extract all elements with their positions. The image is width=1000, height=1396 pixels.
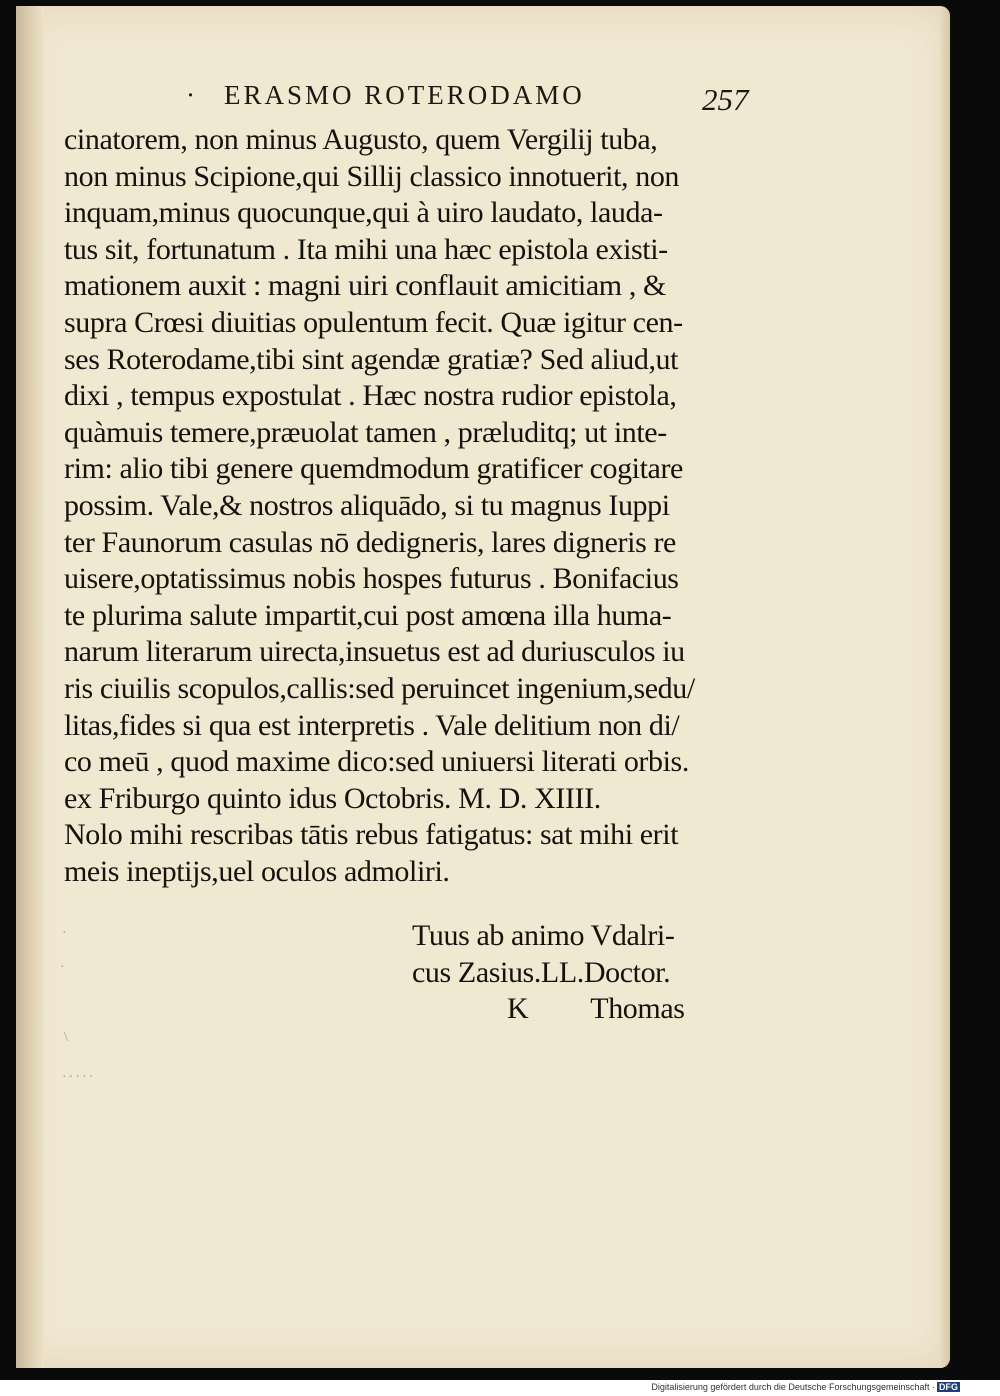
folio-number: 257 [702,82,749,117]
signature-name: Thomas [590,992,685,1026]
text-line: te plurima salute impartit,cui post amœna illa huma- [64,598,672,632]
text-line: litas,fides si qua est interpretis . Vale delitium non di/ [64,708,680,742]
running-head-title: ERASMO ROTERODAMO [224,80,585,110]
signature-signoff [412,991,732,1028]
signature-initial: K [507,992,529,1026]
margin-specks: · · \ ····· [60,926,96,1085]
text-line: supra Crœsi diuitias opulentum fecit. Quæ igitur cen- [64,305,683,339]
digitization-footer [651,1382,960,1392]
date-line: ex Friburgo quinto idus Octobris. M. D. XIIII. [64,781,601,815]
text-line: inquam,minus quocunque,qui à uiro laudato, lauda- [64,196,663,230]
signature-line: Tuus ab animo Vdalri- [412,919,675,952]
text-line: narum literarum uirecta,insuetus est ad duriusculos iu [64,635,685,669]
text-line: non minus Scipione,qui Sillij classico innotuerit, non [64,159,680,193]
running-head-dot: · [186,80,198,110]
text-line: quàmuis temere,præuolat tamen , præluditq; ut inte- [64,415,667,449]
footer-credit: Digitalisierung gefördert durch die Deutsche Forschungsgemeinschaft · [651,1382,935,1392]
text-line: cinatorem, non minus Augusto, quem Vergilij tuba, [64,123,658,156]
text-line: meis ineptijs,uel oculos admoliri. [64,854,450,888]
text-line: Nolo mihi rescribas tātis rebus fatigatus: sat mihi erit [64,818,679,852]
signature-line: cus Zasius.LL.Doctor. [412,955,671,989]
text-line: dixi , tempus expostulat . Hæc nostra rudior epistola, [64,379,677,413]
text-line: ris ciuilis scopulos,callis:sed peruincet ingenium,sedu/ [64,671,695,705]
signature-block [412,918,732,1028]
text-line: mationem auxit : magni uiri conflauit amicitiam , & [64,269,666,303]
text-line: possim. Vale,& nostros aliquādo, si tu magnus Iuppi [64,488,670,522]
running-head [186,80,585,111]
text-line: co meū , quod maxime dico:sed uniuersi literati orbis. [64,745,689,779]
dfg-logo: DFG [939,1382,958,1392]
text-line: ter Faunorum casulas nō dedigneris, lares digneris re [64,525,676,559]
page-edge [940,6,950,1368]
page-gutter [16,6,44,1368]
text-line: rim: alio tibi genere quemdmodum gratificer cogitare [64,452,683,486]
text-line: tus sit, fortunatum . Ita mihi una hæc epistola existi- [64,232,668,266]
text-line: ses Roterodame,tibi sint agendæ gratiæ? Sed aliud,ut [64,342,679,376]
letter-body [64,122,724,890]
text-line: uisere,optatissimus nobis hospes futurus . Bonifacius [64,562,679,596]
